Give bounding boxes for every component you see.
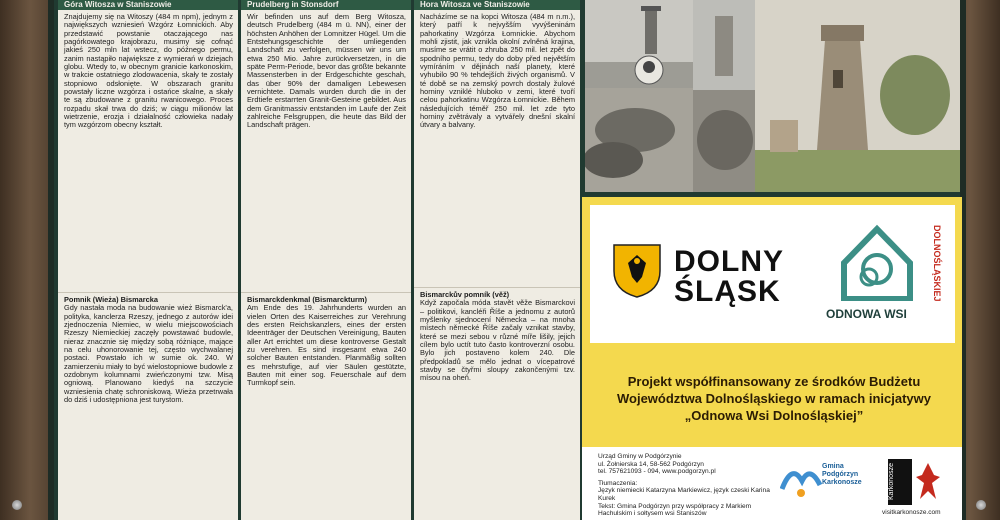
- gmina-logo-label: Gmina Podgórzyn Karkonosze: [822, 463, 862, 486]
- gmina-logo-icon: [780, 459, 822, 499]
- logo-line-1: DOLNY: [674, 245, 784, 278]
- subsection-body: Am Ende des 19. Jahrhunderts wurden an vielen Orten des Kaiserreiches zur Verehrung des ersten Reichskanzlers, eines der ersten Ideenträger der Deutschen Vereinigung, Bauten aller Art errichtet um diese kontroverse Gestalt zu verehren. Es sind insgesamt etwa 240 solcher Bauten entstanden. Planmäßig sollten es mehrstufige, auf vier Säulen gestützte, Bauten mit einer sog. Feuerschale auf dem Turmkopf sein.: [247, 303, 406, 388]
- rocks: [585, 142, 643, 178]
- subsection: [64, 296, 233, 516]
- meadow: [755, 150, 960, 192]
- coat-of-arms-icon: [612, 243, 662, 299]
- divider: [414, 287, 580, 288]
- subsection-title: Pomnik (Wieża) Bismarcka: [64, 295, 158, 304]
- office-address: ul. Żołnierska 14, 58-562 Podgórzyn: [598, 460, 704, 468]
- translations-title: Tłumaczenia:: [598, 479, 638, 487]
- tree: [880, 55, 950, 135]
- odnowa-wsi-vertical: DOLNOŚLĄSKIEJ: [932, 225, 942, 302]
- office-name: Urząd Gminy w Podgórzynie: [598, 453, 682, 460]
- portrait-head: [643, 61, 655, 73]
- subsection-body: Když započala móda stavět věže Bismarckovi – politikovi, kancléři Říše a jednomu z autorů myšlenky sjednocení Německa – na mnoha místech německé Říše začaly vznikat stavby, které se mezi sebou v různé míře lišily, jejich cílem bylo uctít tuto často kontroverzní osobu. Bylo jich postaveno kolem 240. Dle předpokladů se mělo jednat o vícepatrové stavby se čtyřmi sloupy zakončenými tzv. mísou na oheň.: [420, 298, 575, 383]
- column-title: Hora Witosza ve Staniszowie: [414, 0, 580, 10]
- divider: [241, 292, 411, 293]
- tower: [645, 8, 657, 54]
- building: [770, 120, 798, 152]
- office-contact: tel. 757621093 - 094, www.podgorzyn.pl: [598, 468, 716, 476]
- historic-photos: [585, 0, 960, 192]
- rock-formation: [697, 110, 753, 170]
- column-body: Nacházíme se na kopci Witosza (484 m n.m.), který patří k nejvyšším vyvýšeninám pahorkatiny Wzgórza Łomnickie. Abychom mohli zjistit, jak vznikla okolní zvlněná krajina, musíme se vrátit o zhruba 250 mil. let zpět do spodního permu, tedy do doby před největším vymíráním v dějinách naší planety, které vyhubilo 90 % tehdejších živých organismů. V té době se na zemský povrch dostaly žulové horniny vzniklé hluboko v zemi, které tvoří celou pahorkatinu Wzgórza Łomnickie. Během následujících téměř 250 mil. let zde tyto horniny zvětrávaly a vytvářely dnešní skalní útvary a balvany.: [420, 12, 575, 130]
- column-polish: [58, 0, 238, 520]
- karkonosze-label: Karkonosze: [888, 463, 895, 501]
- subsection-title: Bismarckův pomník (věž): [420, 290, 510, 299]
- column-czech: [414, 0, 580, 520]
- photo-collage: [585, 0, 960, 192]
- column-title: Prudelberg in Stonsdorf: [241, 0, 411, 10]
- tower-3: [817, 40, 868, 150]
- text-credit: Tekst: Gmina Podgórzyn przy współpracy z Markiem Hachulskim i sołtysem wsi Staniszów: [598, 502, 752, 518]
- column-body: Wir befinden uns auf dem Berg Witosza, deutsch Prudelberg (484 m ü. NN), einer der höchsten Anhöhen der Lomnitzer Hügel. Um die Entstehungsgeschichte der umliegenden Landschaft zu verfolgen, müssen wir uns um etwa 250 Mio. Jahre zurückversetzen, in die späte Perm-Periode, bevor das größte bekannte Massensterben in der Erdgeschichte geschah, das über 90% der damaligen Lebewesen vernichtete. Damals wurden durch die in der Erdtiefe erstarrten Granit-Gesteine gebildet. Aus dem Granitmassiv entstanden im Laufe der Zeit zahlreiche Felsgruppen, die heute das Bild der Landschaft prägen.: [247, 12, 406, 130]
- subsection-title: Bismarckdenkmal (Bismarckturm): [247, 295, 367, 304]
- divider: [58, 292, 238, 293]
- website-label: visitkarkonosze.com: [882, 509, 941, 516]
- tower-window: [833, 70, 843, 88]
- footer-info: [582, 447, 962, 520]
- logos-box: [590, 205, 955, 343]
- bolt-icon: [12, 500, 22, 510]
- bolt-icon: [976, 500, 986, 510]
- subsection: [247, 296, 406, 516]
- odnowa-wsi-icon: [838, 223, 916, 301]
- odnowa-wsi-label: ODNOWA WSI: [826, 307, 907, 321]
- subsection: [420, 291, 575, 516]
- subsection-body: Gdy nastała moda na budowanie wież Bismarck'a, polityka, kanclerza Rzeszy, jednego z autorów idei zjednoczenia Niemiec, w wielu miejscowościach Rzeszy Niemieckiej zaczęły powstawać budowle, nieraz znacznie się między sobą różniące, mające na celu uhonorowanie tej, często wychwalanej postaci. Powstało ich w sumie ok. 240. W zamierzeniu miały to być wielostopniowe budowle z ozdobnym kolumnami zwieńczonymi tzw. Misą ogniową. Planowano kiedyś na szczycie wzniesienia chatę schroniskową. Wieża przetrwała do dziś i udostępniona jest turystom.: [64, 303, 233, 405]
- tower-top: [641, 6, 661, 11]
- column-title: Góra Witosza w Staniszowie: [58, 0, 238, 10]
- tower-2: [715, 16, 733, 76]
- project-statement: Projekt współfinansowany ze środków Budżetu Województwa Dolnośląskiego w ramach inicjatywy „Odnowa Wsi Dolnośląskiej”: [616, 374, 931, 423]
- column-german: [241, 0, 411, 520]
- tower-3-top: [821, 25, 864, 41]
- spirit-figure-icon: [914, 459, 942, 505]
- column-body: Znajdujemy się na Witoszy (484 m npm), jednym z największych wzniesień Wzgórz Łomnickich. Aby przedstawić powstanie otaczającego nas pagórkowatego krajobrazu, musimy się cofnąć jakieś 250 mln lat wstecz, do późnego permu, zanim nastąpiło największe z wymierań w dziejach globu. Wtedy to, w obecnym granicie karkonoskim, w trakcie ostatniego zlodowacenia, skały te zostały stopniowo odsłonięte. W obszarach granitu powstały liczne wzgórza i ostańce skalne, a skały te są zbudowane z granitu rwanicowego. Proces rozpadu skał trwa do dziś; w ciągu milionów lat wietrzenie, erozja i działalność człowieka nadały tym wzgórzom obecny kształt.: [64, 12, 233, 130]
- contact-block: [598, 453, 774, 518]
- translations-credit: Język niemiecki Katarzyna Markiewicz, język czeski Karina Kurek: [598, 487, 770, 502]
- logo-line-2: ŚLĄSK: [674, 275, 781, 308]
- karkonosze-badge: [888, 459, 912, 505]
- dolny-slask-logo: [674, 247, 784, 307]
